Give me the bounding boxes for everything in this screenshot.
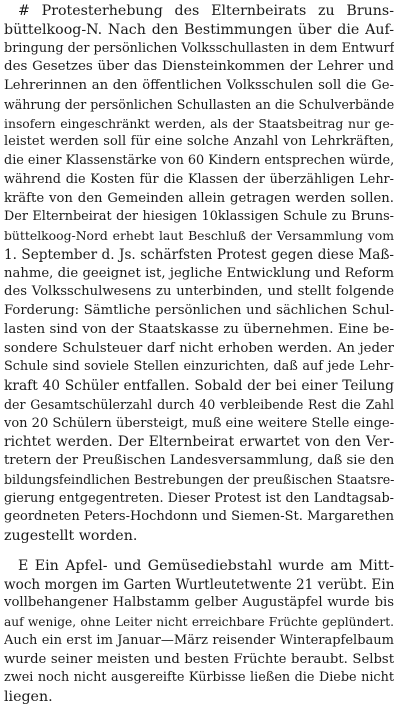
text-line: liegen. <box>4 689 53 705</box>
text-line: bildungsfeindlichen Bestrebungen der preußischen Staatsre- <box>4 471 394 487</box>
text-line: der Gesamtschülerzahl durch 40 verbleibende Rest die Zahl <box>4 396 394 412</box>
text-line: büttelkoog-N. Nach den Bestimmungen über die Auf- <box>4 21 394 38</box>
text-line: geordneten Peters-Hochdonn und Siemen-St. Margarethen <box>4 509 394 525</box>
text-line: Forderung: Sämtliche persönlichen und sächlichen Schul- <box>4 303 394 318</box>
text-line: bringung der persönlichen Volksschullasten in dem Entwurf <box>4 40 394 56</box>
text-line: wurde seiner meisten und besten Früchte beraubt. Selbst <box>4 651 394 667</box>
text-line: von 20 Schülern übersteigt, muß eine weitere Stelle einge- <box>4 415 394 431</box>
article-protest-elternbeirat <box>4 2 394 546</box>
text-line: Der Elternbeirat der hiesigen 10klassigen Schule zu Bruns- <box>4 209 394 225</box>
text-line: richtet werden. Der Elternbeirat erwartet von den Ver- <box>4 434 394 451</box>
text-line: E Ein Apfel- und Gemüsediebstahl wurde am Mitt- <box>18 557 394 574</box>
text-line: kraft 40 Schüler entfallen. Sobald der bei einer Teilung <box>4 378 394 394</box>
text-line: während die Kosten für die Klassen der überzähligen Lehr- <box>4 171 394 187</box>
text-line: lasten sind von der Staatskasse zu übernehmen. Eine be- <box>4 321 394 337</box>
text-line: die einer Klassenstärke von 60 Kindern entsprechen würde, <box>4 153 394 168</box>
text-line: Lehrerinnen an den öffentlichen Volksschulen soll die Ge- <box>4 78 394 93</box>
text-line: gierung entgegentreten. Dieser Protest ist den Landtagsab- <box>4 490 394 506</box>
text-line: zugestellt worden. <box>4 528 138 544</box>
text-line: Auch ein erst im Januar—März reisender Winterapfelbaum <box>4 632 394 648</box>
newspaper-column <box>4 2 394 707</box>
article-gap <box>4 546 394 557</box>
text-line: vollbehangener Halbstamm gelber Augustäpfel wurde bis <box>4 595 394 611</box>
text-line: woch morgen im Garten Wurtleutetwente 21 verübt. Ein <box>4 576 394 593</box>
text-line: auf wenige, ohne Leiter nicht erreichbare Früchte geplündert. <box>4 615 394 629</box>
text-line: des Gesetzes über das Diensteinkommen der Lehrer und <box>4 59 394 75</box>
text-line: büttelkoog-Nord erhebt laut Beschluß der Versammlung vom <box>4 228 394 243</box>
text-line: insofern eingeschränkt werden, als der Staatsbeitrag nur ge- <box>4 115 394 131</box>
text-line: Schule sind soviele Stellen einzurichten, daß auf jede Lehr- <box>4 359 394 375</box>
text-line: währung der persönlichen Schullasten an die Schulverbände <box>4 96 394 112</box>
text-line: leistet werden soll für eine solche Anzahl von Lehrkräften, <box>4 134 394 150</box>
text-line: zwei noch nicht ausgereifte Kürbisse ließen die Diebe nicht <box>4 670 394 686</box>
text-line: 1. September d. Js. schärfsten Protest gegen diese Maß- <box>4 246 394 263</box>
text-line: sondere Schulsteuer darf nicht erhoben werden. An jeder <box>4 340 394 356</box>
text-line: # Protesterhebung des Elternbeirats zu Bruns- <box>18 3 394 19</box>
text-line: des Volksschulwesens zu unterbinden, und stellt folgende <box>4 284 394 300</box>
text-line: kräfte von den Gemeinden allein getragen werden sollen. <box>4 190 394 206</box>
text-line: nahme, die geeignet ist, jegliche Entwicklung und Reform <box>4 265 394 281</box>
article-apfel-diebstahl <box>4 557 394 707</box>
text-line: tretern der Preußischen Landesversammlung, daß sie den <box>4 453 394 468</box>
